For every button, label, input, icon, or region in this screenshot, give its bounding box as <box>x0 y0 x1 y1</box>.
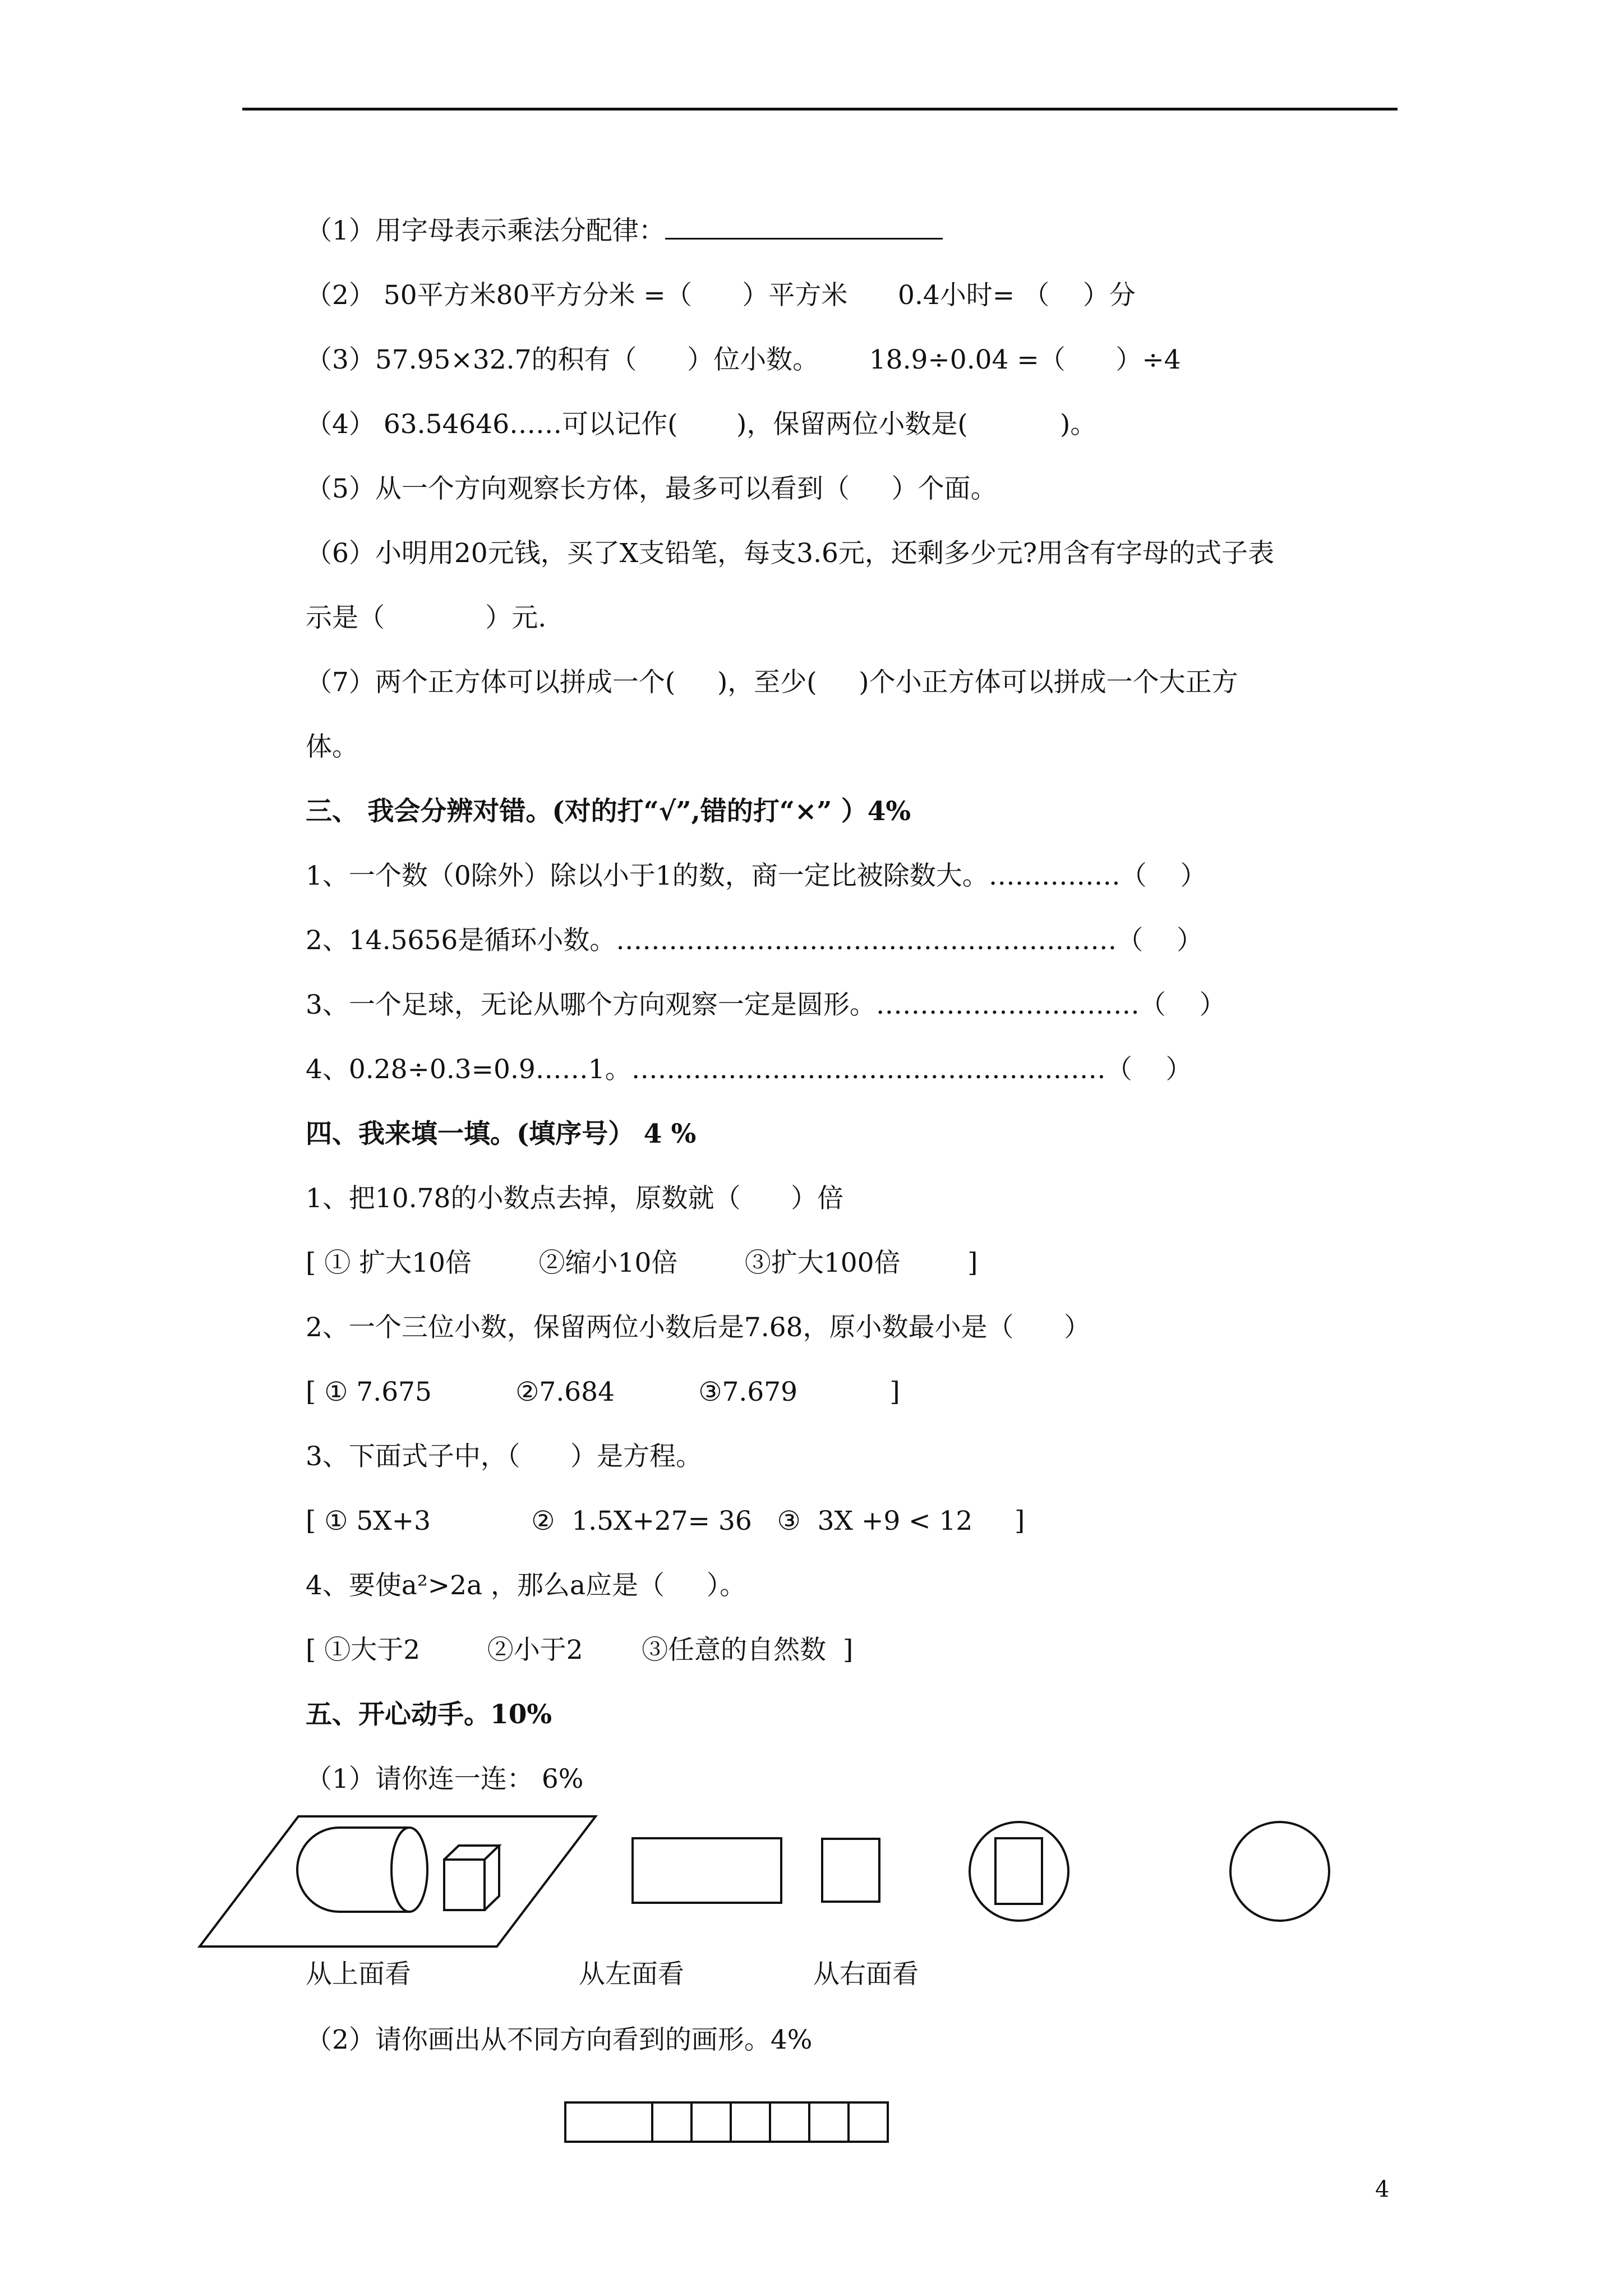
drawing-grid-frame <box>565 2102 888 2142</box>
plain-circle-shape <box>1230 1822 1329 1921</box>
fill-1-options: [ ① 扩大10倍 ②缩小10倍 ③扩大100倍 ] <box>306 1248 978 1278</box>
fill-2-options: [ ① 7.675 ②7.684 ③7.679 ] <box>306 1377 900 1407</box>
fill-3-options: [ ① 5X+3 ② 1.5X+27= 36 ③ 3X +9 < 12 ] <box>306 1506 1025 1536</box>
circle-with-rectangle-rect <box>995 1838 1042 1904</box>
page-number: 4 <box>1375 2177 1390 2202</box>
judge-4: 4、0.28÷0.3=0.9……1。………………………………………………（ ） <box>306 1054 1192 1085</box>
q1-text: （1）用字母表示乘法分配律： <box>306 215 665 246</box>
wide-rectangle-shape <box>633 1838 781 1903</box>
view-from-top-label: 从上面看 <box>306 1959 411 1990</box>
fill-2: 2、一个三位小数，保留两位小数后是7.68，原小数最小是（ ） <box>306 1312 1091 1343</box>
section-3-heading: 三、 我会分辨对错。(对的打“√”,错的打“×” ）4% <box>306 796 911 827</box>
circle-with-rectangle-circle <box>970 1822 1068 1921</box>
fill-1: 1、把10.78的小数点去掉，原数就（ ）倍 <box>306 1183 844 1214</box>
q7-line: （7）两个正方体可以拼成一个( )，至少( )个小正方体可以拼成一个大正方 <box>306 667 1238 698</box>
cube-side-face <box>485 1846 499 1910</box>
q6-line: （6）小明用20元钱，买了X支铅笔，每支3.6元，还剩多少元?用含有字母的式子表 <box>306 538 1275 569</box>
fill-4: 4、要使a²>2a ，那么a应是（ ）。 <box>306 1570 746 1601</box>
fill-4-options: [ ①大于2 ②小于2 ③任意的自然数 ] <box>306 1635 854 1665</box>
section-4-heading: 四、我来填一填。(填序号） 4 % <box>306 1119 697 1149</box>
q6-line-cont: 示是（ ）元. <box>306 602 547 633</box>
cylinder-left-end <box>297 1828 339 1912</box>
q3-line: （3）57.95×32.7的积有（ ）位小数。 18.9÷0.04 =（ ）÷4 <box>306 344 1181 375</box>
part-1-prompt: （1）请你连一连： 6% <box>306 1764 584 1795</box>
cylinder-right-end <box>391 1828 427 1912</box>
view-from-right-label: 从右面看 <box>813 1959 919 1990</box>
part-2-prompt: （2）请你画出从不同方向看到的画形。4% <box>306 2024 813 2055</box>
cube-front-face <box>444 1860 485 1910</box>
judge-1: 1、一个数（0除外）除以小于1的数，商一定比被除数大。……………（ ） <box>306 861 1207 891</box>
cube-top-face <box>444 1846 499 1860</box>
q4-line: （4） 63.54646……可以记作( )，保留两位小数是( )。 <box>306 409 1097 440</box>
q2-line: （2） 50平方米80平方分米 =（ ）平方米 0.4小时= （ ）分 <box>306 280 1136 311</box>
small-square-shape <box>822 1839 879 1902</box>
judge-2: 2、14.5656是循环小数。…………………………………………………（ ） <box>306 925 1204 956</box>
q5-line: （5）从一个方向观察长方体，最多可以看到（ ）个面。 <box>306 473 997 504</box>
view-from-left-label: 从左面看 <box>579 1959 684 1990</box>
section-5-heading: 五、开心动手。10% <box>306 1699 552 1730</box>
q7-line-cont: 体。 <box>306 731 358 762</box>
judge-3: 3、一个足球，无论从哪个方向观察一定是圆形。…………………………（ ） <box>306 990 1226 1020</box>
fill-3: 3、下面式子中，（ ）是方程。 <box>306 1441 703 1472</box>
